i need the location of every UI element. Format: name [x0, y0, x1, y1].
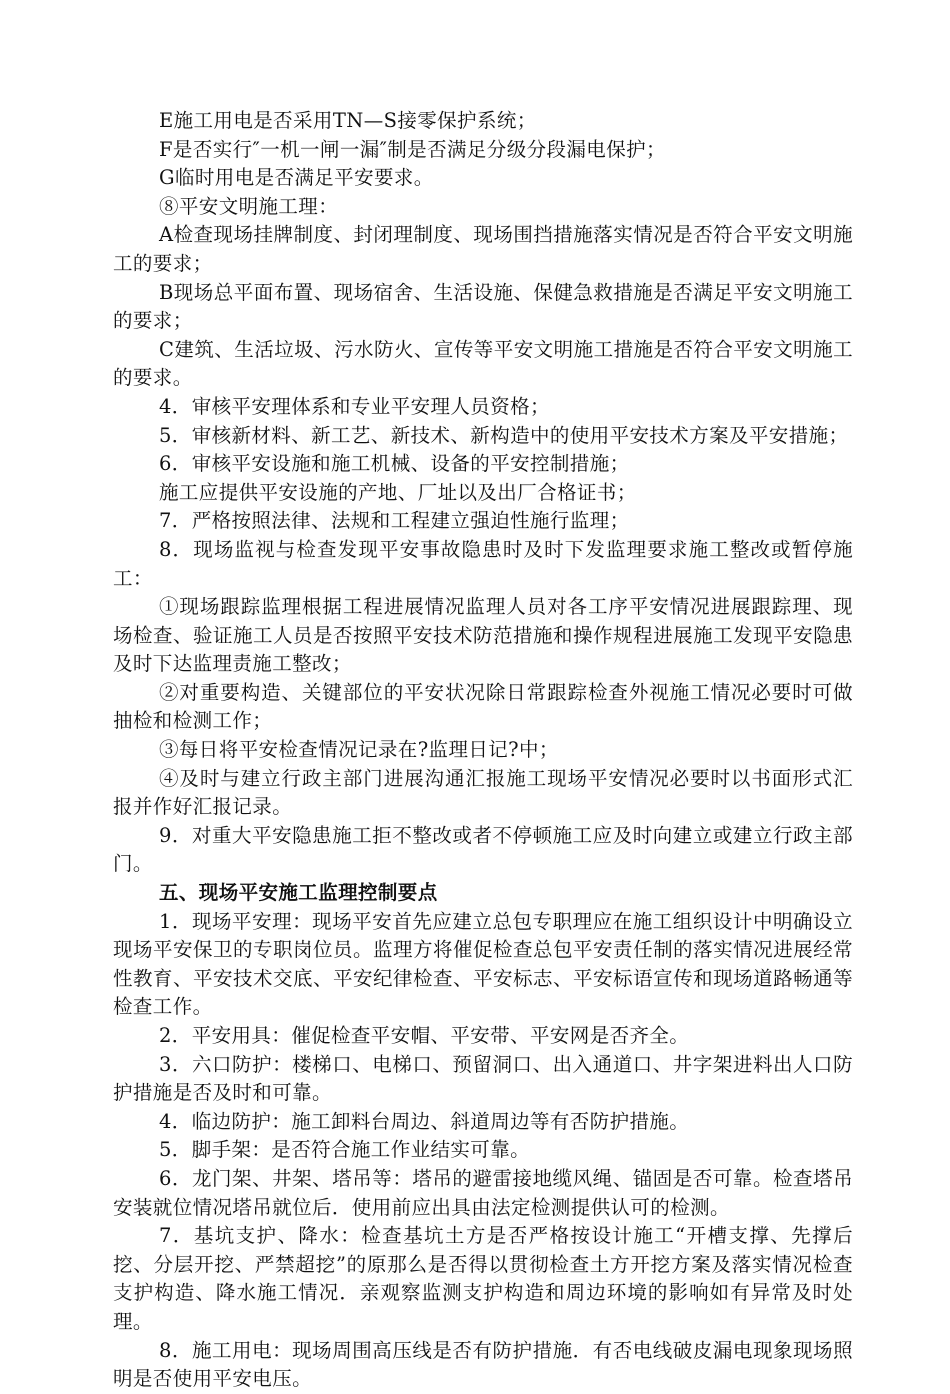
paragraph: 9．对重大平安隐患施工拒不整改或者不停顿施工应及时向建立或建立行政主部门。	[113, 823, 853, 876]
paragraph: 3．六口防护：楼梯口、电梯口、预留洞口、出入通道口、井字架进料出人口防护措施是否及时和可靠。	[113, 1052, 853, 1105]
paragraph: 4．临边防护：施工卸料台周边、斜道周边等有否防护措施。	[159, 1109, 690, 1133]
paragraph: 8．现场监视与检查发现平安事故隐患时及时下发监理要求施工整改或暂停施工：	[113, 537, 853, 590]
paragraph: 5．审核新材料、新工艺、新技术、新构造中的使用平安技术方案及平安措施；	[159, 423, 849, 447]
paragraph: 6．审核平安设施和施工机械、设备的平安控制措施；	[159, 452, 630, 476]
paragraph: 8．施工用电：现场周围高压线是否有防护措施．有否电线破皮漏电现象现场照明是否使用平安电压。	[113, 1338, 853, 1391]
paragraph: ①现场跟踪监理根据工程进展情况监理人员对各工序平安情况进展跟踪理、现场检查、验证施工人员是否按照平安技术防范措施和操作规程进展施工发现平安隐患及时下达监理责施工整改；	[113, 595, 853, 676]
paragraph: 2．平安用具：催促检查平安帽、平安带、平安网是否齐全。	[159, 1024, 690, 1047]
paragraph: 施工应提供平安设施的产地、厂址以及出厂合格证书；	[159, 480, 637, 504]
paragraph: 1．现场平安理：现场平安首先应建立总包专职理应在施工组织设计中明确设立现场平安保卫的专职岗位员。监理方将催促检查总包平安责任制的落实情况进展经常性教育、平安技术交底、平安纪律检查、平安标志、平安标语宣传和现场道路畅通等检查工作。	[113, 909, 853, 1019]
paragraph: A检查现场挂牌制度、封闭理制度、现场围挡措施落实情况是否符合平安文明施工的要求；	[113, 223, 853, 275]
document-body	[113, 107, 853, 1394]
paragraph: G临时用电是否满足平安要求。	[159, 166, 434, 190]
paragraph: C建筑、生活垃圾、污水防火、宣传等平安文明施工措施是否符合平安文明施工的要求。	[113, 337, 853, 390]
paragraph: 5．脚手架：是否符合施工作业结实可靠。	[159, 1138, 531, 1162]
paragraph: 7．基坑支护、降水：检查基坑土方是否严格按设计施工“开槽支撑、先撑后挖、分层开挖、严禁超挖”的原那么是否得以贯彻检查土方开挖方案及落实情况检查支护构造、降水施工情况．亲观察监测支护构造和周边环境的影响如有异常及时处理。	[113, 1224, 853, 1333]
paragraph: ③每日将平安检查情况记录在?监理日记?中；	[159, 738, 559, 762]
paragraph: B现场总平面布置、现场宿舍、生活设施、保健急救措施是否满足平安文明施工的要求；	[113, 280, 853, 333]
section-heading: 五、现场平安施工监理控制要点	[159, 881, 438, 905]
paragraph: F是否实行″一机一闸一漏″制是否满足分级分段漏电保护；	[159, 137, 666, 161]
paragraph: 6．龙门架、井架、塔吊等：塔吊的避雷接地缆风绳、锚固是否可靠。检查塔吊安装就位情况塔吊就位后．使用前应出具由法定检测提供认可的检测。	[113, 1166, 853, 1219]
paragraph: 4．审核平安理体系和专业平安理人员资格；	[159, 394, 550, 418]
paragraph: ⑧平安文明施工理：	[159, 194, 339, 218]
paragraph: E施工用电是否采用TN—S接零保护系统；	[159, 109, 537, 132]
paragraph: 7．严格按照法律、法规和工程建立强迫性施行监理；	[159, 509, 630, 533]
paragraph: ④及时与建立行政主部门进展沟通汇报施工现场平安情况必要时以书面形式汇报并作好汇报记录。	[113, 766, 853, 819]
paragraph: ②对重要构造、关键部位的平安状况除日常跟踪检查外视施工情况必要时可做抽检和检测工作；	[113, 680, 853, 733]
